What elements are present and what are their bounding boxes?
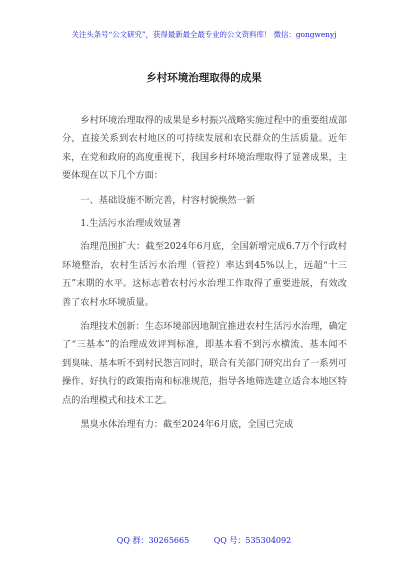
footer-qq-group: QQ 群：30265665: [116, 536, 190, 545]
document-body: [62, 112, 347, 441]
subsection-heading: 1.生活污水治理成效显著: [80, 218, 182, 230]
body-paragraph: 黑臭水体治理有力：截至2024年6月底，全国已完成: [80, 419, 294, 431]
body-paragraph: 治理技术创新：生态环境部因地制宜推进农村生活污水治理，确定了“三基本”的治理成效评判标准，即基本看不到污水横流、基本闻不到臭味、基本听不到村民怨言同时，联合有关部门研究出台了一系列可操作、好执行的政策指南和标准规范，指导各地筛选建立适合本地区特点的治理模式和技术工艺。: [62, 321, 347, 406]
document-title: 乡村环境治理取得的成果: [146, 72, 262, 84]
body-paragraph: 治理范围扩大：截至2024年6月底，全国新增完成6.7万个行政村环境整治，农村生活污水治理（管控）率达到45%以上，远超“十三五”末期的水平。这标志着农村污水治理工作取得了重要进展，有效改善了农村水环境质量。: [62, 241, 347, 308]
page-header-notice: 关注头条号“公文研究”，获得最新最全最专业的公文资料库！ 微信：gongwenyj: [71, 30, 337, 39]
page-footer: [0, 535, 408, 546]
footer-qq-number: QQ 号：535304092: [213, 536, 292, 545]
intro-paragraph: 乡村环境治理取得的成果是乡村振兴战略实施过程中的重要组成部分，直接关系到农村地区的可持续发展和农民群众的生活质量。近年来，在党和政府的高度重视下，我国乡村环境治理取得了显著成果，主要体现在以下几个方面：: [62, 115, 347, 182]
section-heading: 一、基础设施不断完善，村容村貌焕然一新: [80, 194, 255, 206]
